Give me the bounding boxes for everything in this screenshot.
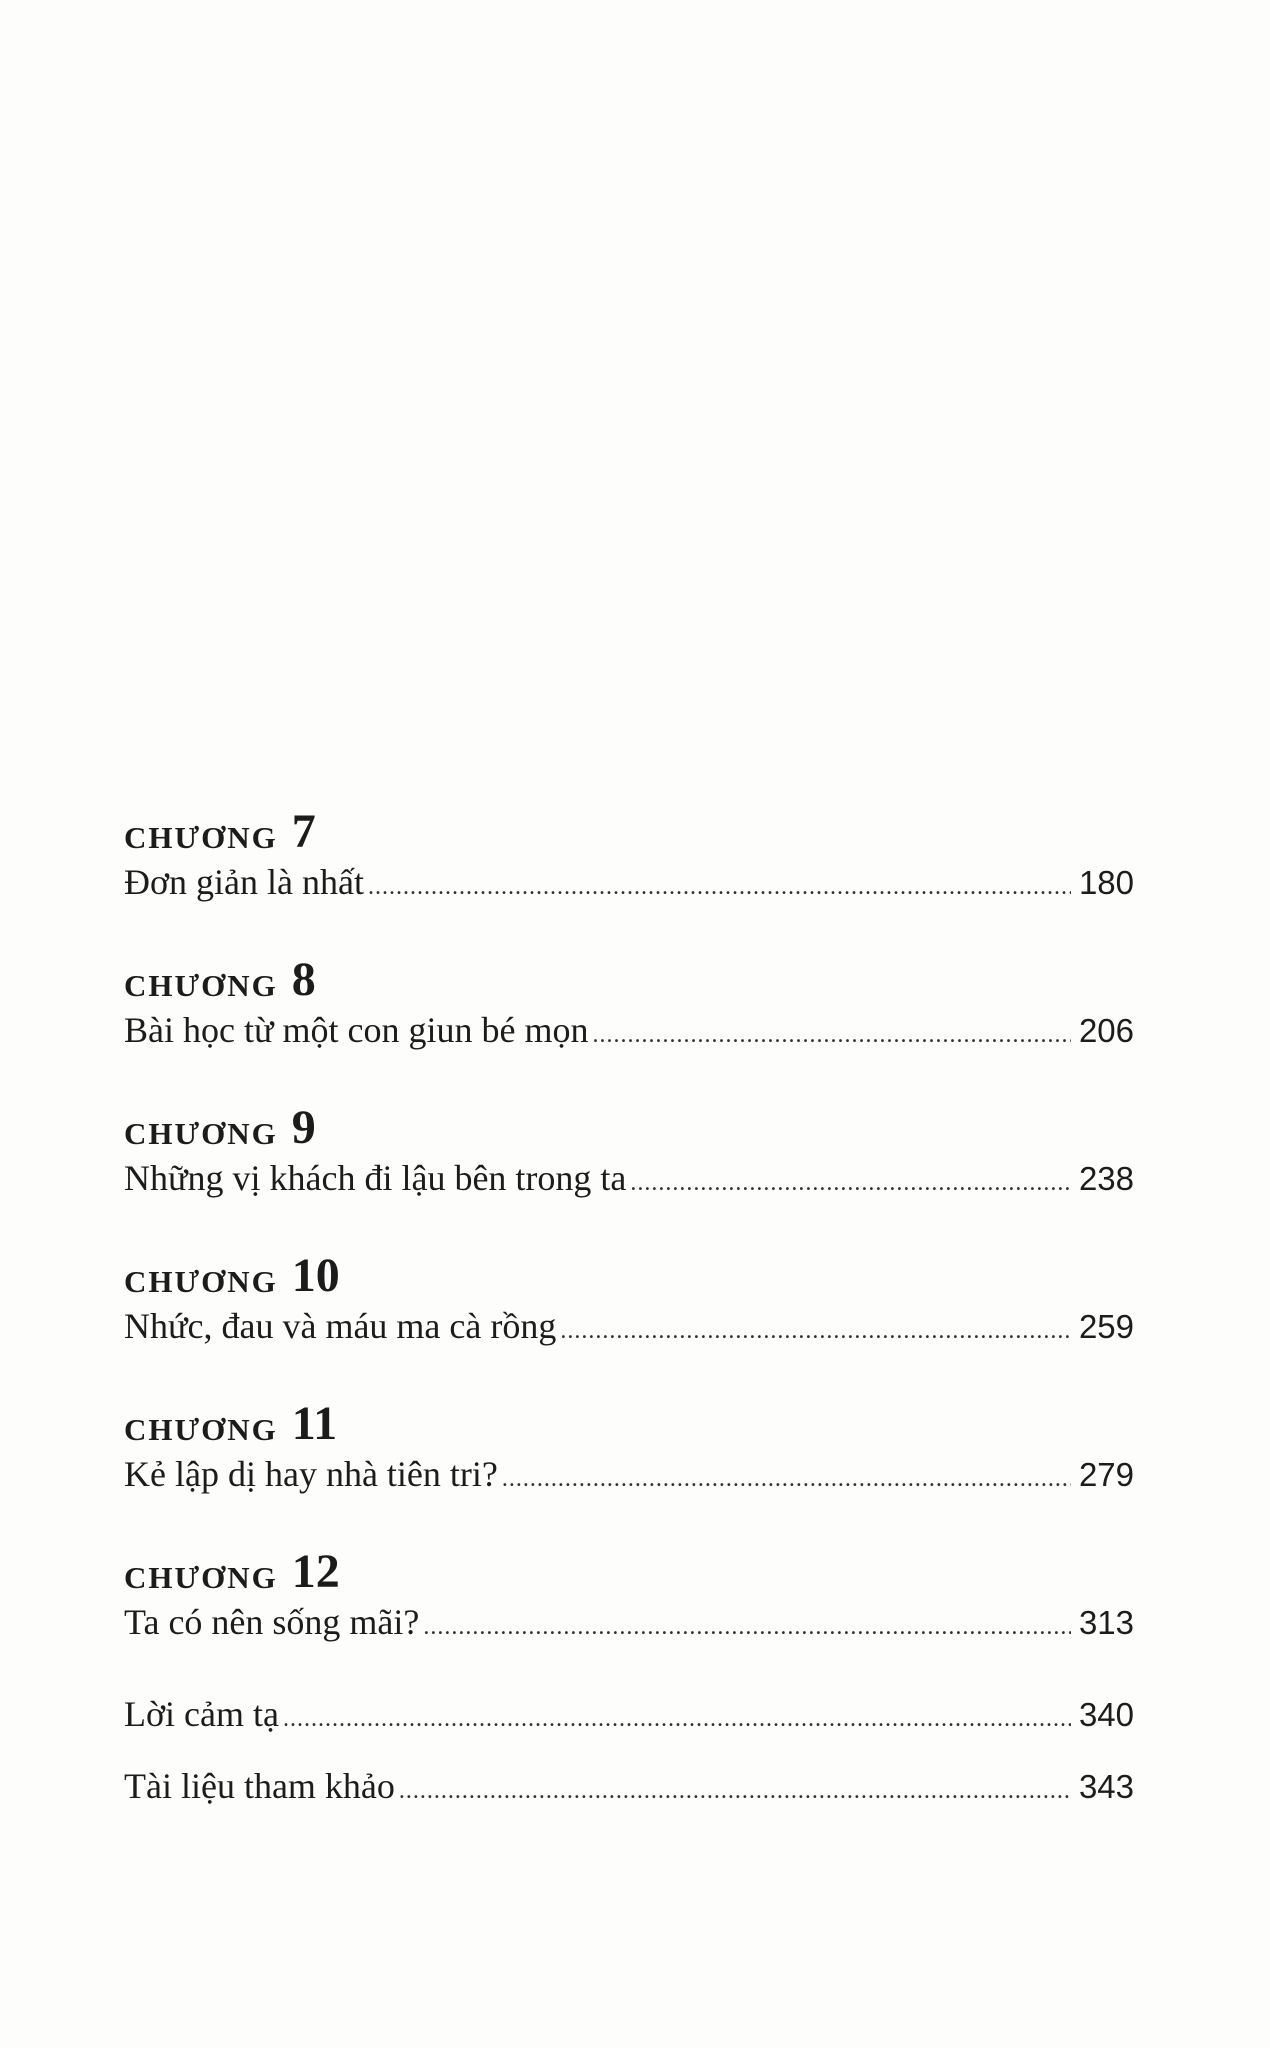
page-number: 238	[1078, 1160, 1134, 1197]
page-number: 259	[1078, 1308, 1134, 1345]
page-number: 343	[1078, 1768, 1134, 1805]
dot-leader	[560, 1319, 1071, 1343]
entry-title: Nhức, đau và máu ma cà rồng	[124, 1306, 557, 1346]
toc-entry-acknowledgements[interactable]	[124, 1688, 1134, 1738]
chapter-number: 10	[291, 1249, 340, 1302]
chapter-label: CHƯƠNG	[124, 1116, 278, 1151]
toc-entry-references[interactable]	[124, 1760, 1134, 1810]
chapter-9	[124, 1096, 1134, 1202]
chapter-label: CHƯƠNG	[124, 1560, 278, 1595]
chapter-10	[124, 1244, 1134, 1350]
chapter-number: 11	[291, 1397, 338, 1450]
chapter-heading	[124, 1392, 1134, 1448]
chapter-label: CHƯƠNG	[124, 968, 278, 1003]
chapter-label: CHƯƠNG	[124, 1412, 278, 1447]
dot-leader	[399, 1779, 1071, 1803]
chapter-number: 7	[291, 805, 316, 858]
dot-leader	[368, 875, 1071, 899]
chapter-label: CHƯƠNG	[124, 820, 278, 855]
entry-title: Đơn giản là nhất	[124, 862, 364, 902]
page-number: 180	[1078, 864, 1134, 901]
toc-entry[interactable]	[124, 1596, 1134, 1646]
page-number: 340	[1078, 1696, 1134, 1733]
chapter-heading	[124, 1096, 1134, 1152]
page-number: 279	[1078, 1456, 1134, 1493]
page-number: 313	[1078, 1604, 1134, 1641]
page-number: 206	[1078, 1012, 1134, 1049]
chapter-heading	[124, 800, 1134, 856]
chapter-number: 9	[291, 1101, 316, 1154]
toc-entry[interactable]	[124, 1300, 1134, 1350]
chapter-number: 12	[291, 1545, 340, 1598]
entry-title: Bài học từ một con giun bé mọn	[124, 1010, 589, 1050]
entry-title: Kẻ lập dị hay nhà tiên tri?	[124, 1454, 498, 1494]
chapter-7	[124, 800, 1134, 906]
entry-title: Những vị khách đi lậu bên trong ta	[124, 1158, 627, 1198]
toc-entry[interactable]	[124, 856, 1134, 906]
dot-leader	[630, 1171, 1071, 1195]
entry-title: Ta có nên sống mãi?	[124, 1602, 420, 1642]
toc-entry[interactable]	[124, 1004, 1134, 1054]
dot-leader	[592, 1023, 1070, 1047]
chapter-heading	[124, 1540, 1134, 1596]
chapter-heading	[124, 948, 1134, 1004]
toc-entry[interactable]	[124, 1448, 1134, 1498]
chapter-12	[124, 1540, 1134, 1646]
chapter-heading	[124, 1244, 1134, 1300]
entry-title: Lời cảm tạ	[124, 1694, 279, 1734]
chapter-11	[124, 1392, 1134, 1498]
entry-title: Tài liệu tham khảo	[124, 1766, 395, 1806]
toc-entry[interactable]	[124, 1152, 1134, 1202]
chapter-number: 8	[291, 953, 316, 1006]
chapter-8	[124, 948, 1134, 1054]
dot-leader	[283, 1707, 1071, 1731]
dot-leader	[502, 1467, 1071, 1491]
chapter-label: CHƯƠNG	[124, 1264, 278, 1299]
table-of-contents	[124, 800, 1134, 1810]
dot-leader	[423, 1615, 1071, 1639]
